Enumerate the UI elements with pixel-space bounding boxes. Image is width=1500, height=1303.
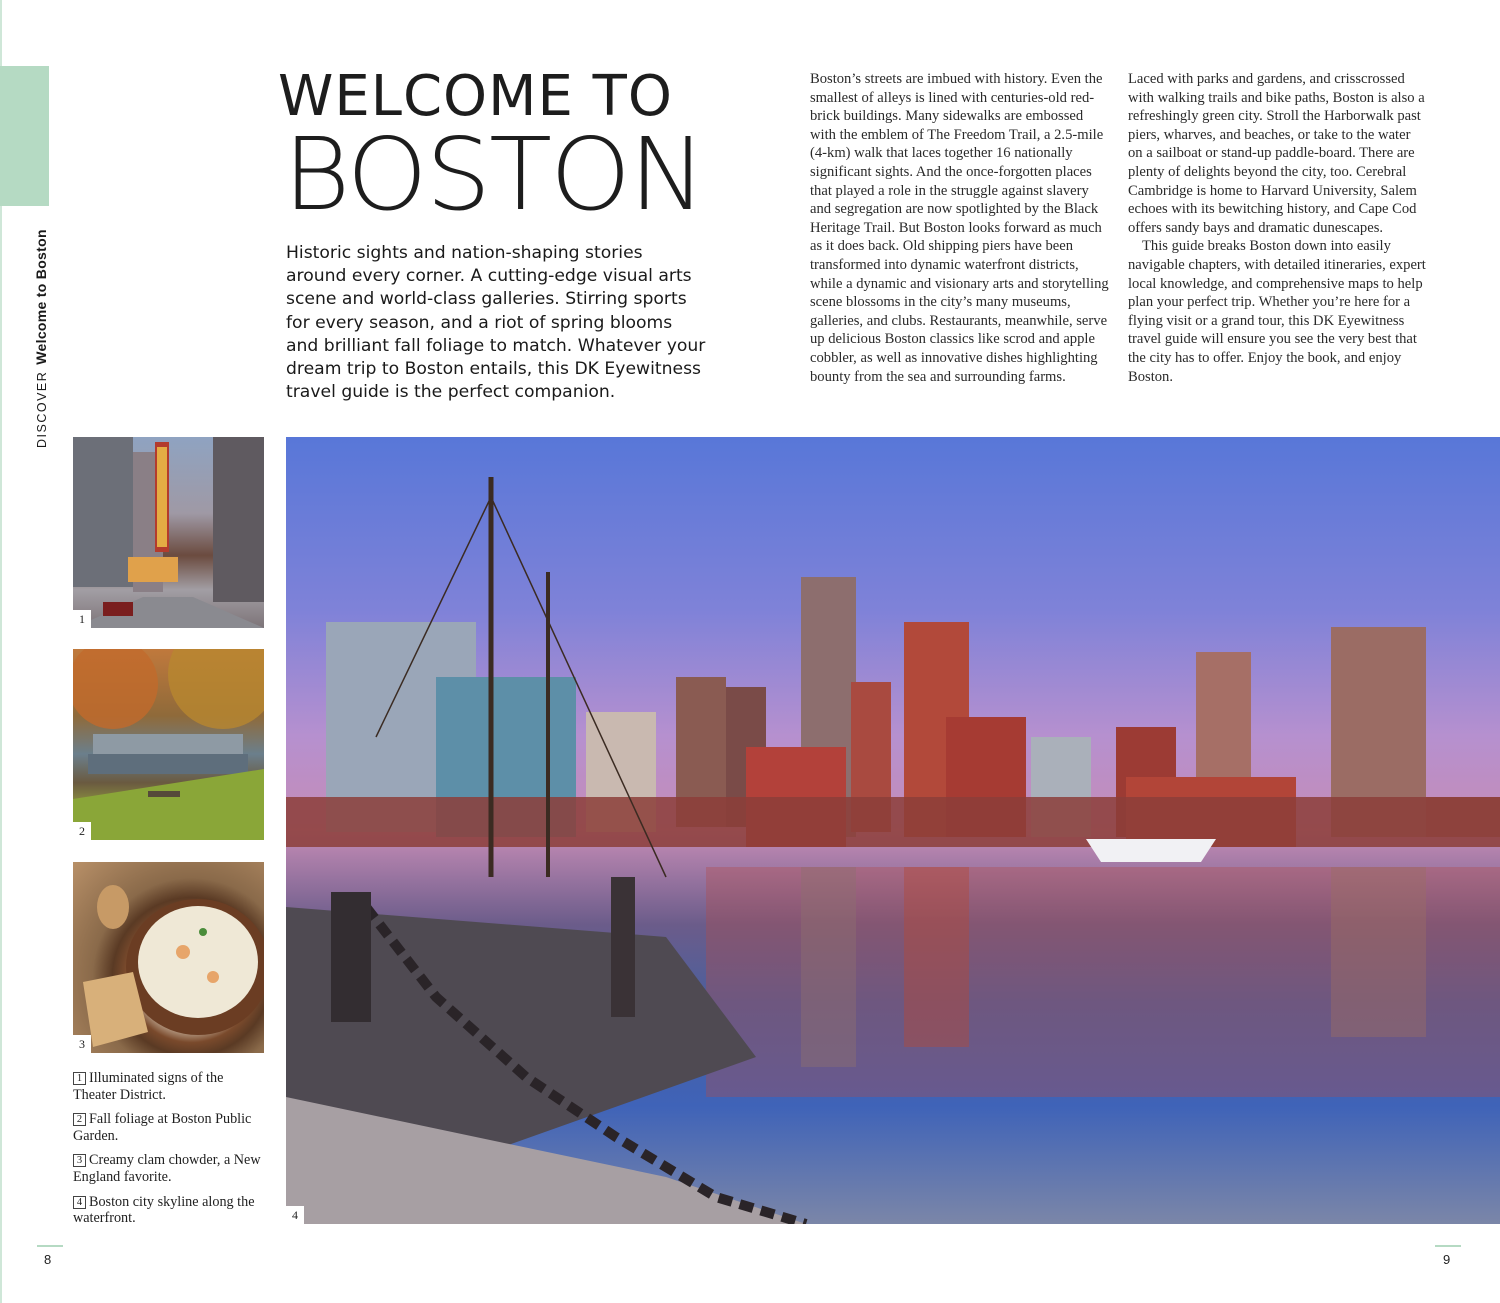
headline-line-2: BOSTON	[283, 116, 705, 234]
body-paragraph: This guide breaks Boston down into easily navigable chapters, with detailed itineraries, expert local knowledge, and comprehensive maps to help plan your perfect trip. Whether you’re here for a flying visit or a grand tour, this DK Eyewitness travel guide will ensure you see the very best that the city has to offer. Enjoy the book, and enjoy Boston.	[1128, 238, 1426, 385]
running-head-section: DISCOVER	[35, 370, 49, 448]
caption-number: 1	[73, 1072, 86, 1085]
photo-boston-skyline	[286, 437, 1500, 1224]
photo-clam-chowder	[73, 862, 264, 1053]
photo-theater-district	[73, 437, 264, 628]
clam-chowder-illustration	[73, 862, 264, 1053]
caption-item	[73, 1194, 268, 1227]
public-garden-illustration	[73, 649, 264, 840]
photo-number: 3	[73, 1035, 91, 1053]
body-paragraph: Boston’s streets are imbued with history. Even the smallest of alleys is lined with centuries-old red-brick buildings. Many sidewalks are embossed with the emblem of The Freedom Trail, a 2.5-mile (4-km) walk that laces together 16 nationally significant sights. And the once-forgotten places that played a role in the struggle against slavery and segregation are now spotlighted by the Black Heritage Trail. But Boston looks forward as much as it does back. Old shipping piers have been transformed into dynamic waterfront districts, while a dynamic and visionary arts and storytelling scene blossoms in the city’s many museums, galleries, and clubs. Restaurants, meanwhile, serve up delicious Boston classics like scrod and apple cobbler, as well as innovative dishes highlighting bounty from the sea and surrounding farms.	[810, 71, 1109, 385]
caption-number: 3	[73, 1154, 86, 1167]
folio-rule-left	[37, 1245, 63, 1247]
body-column-1	[810, 70, 1112, 386]
running-head-title: Welcome to Boston	[33, 229, 49, 365]
folio-rule-right	[1435, 1245, 1461, 1247]
photo-number: 2	[73, 822, 91, 840]
caption-text: Fall foliage at Boston Public Garden.	[73, 1111, 252, 1144]
caption-number: 2	[73, 1113, 86, 1126]
caption-text: Creamy clam chowder, a New England favorite.	[73, 1152, 261, 1185]
theater-district-illustration	[73, 437, 264, 628]
caption-item	[73, 1152, 268, 1185]
caption-number: 4	[73, 1196, 86, 1209]
caption-item	[73, 1111, 268, 1144]
photo-captions	[73, 1070, 268, 1235]
headline-line-1: WELCOME TO	[278, 64, 673, 129]
page-number-right: 9	[1443, 1252, 1451, 1267]
body-column-2	[1128, 70, 1428, 386]
photo-public-garden	[73, 649, 264, 840]
caption-item	[73, 1070, 268, 1103]
page-number-left: 8	[44, 1252, 52, 1267]
photo-number: 4	[286, 1206, 304, 1224]
caption-text: Boston city skyline along the waterfront.	[73, 1193, 255, 1227]
photo-number: 1	[73, 610, 91, 628]
skyline-illustration	[286, 437, 1500, 1224]
body-paragraph: Laced with parks and gardens, and crisscrossed with walking trails and bike paths, Boston is also a refreshingly green city. Stroll the Harborwalk past piers, wharves, and beaches, or take to the water on a sailboat or stand-up paddle-board. There are plenty of delights beyond the city, too. Cerebral Cambridge is home to Harvard University, Salem echoes with its bewitching history, and Cape Cod offers sandy bays and dramatic dunescapes.	[1128, 71, 1425, 236]
intro-paragraph: Historic sights and nation-shaping stories around every corner. A cutting-edge visual arts scene and world-class galleries. Stirring sports for every season, and a riot of spring blooms and brilliant fall foliage to match. Whatever your dream trip to Boston entails, this DK Eyewitness travel guide is the perfect companion.	[286, 243, 706, 403]
section-tab	[0, 66, 49, 206]
caption-text: Illuminated signs of the Theater District.	[73, 1070, 224, 1103]
